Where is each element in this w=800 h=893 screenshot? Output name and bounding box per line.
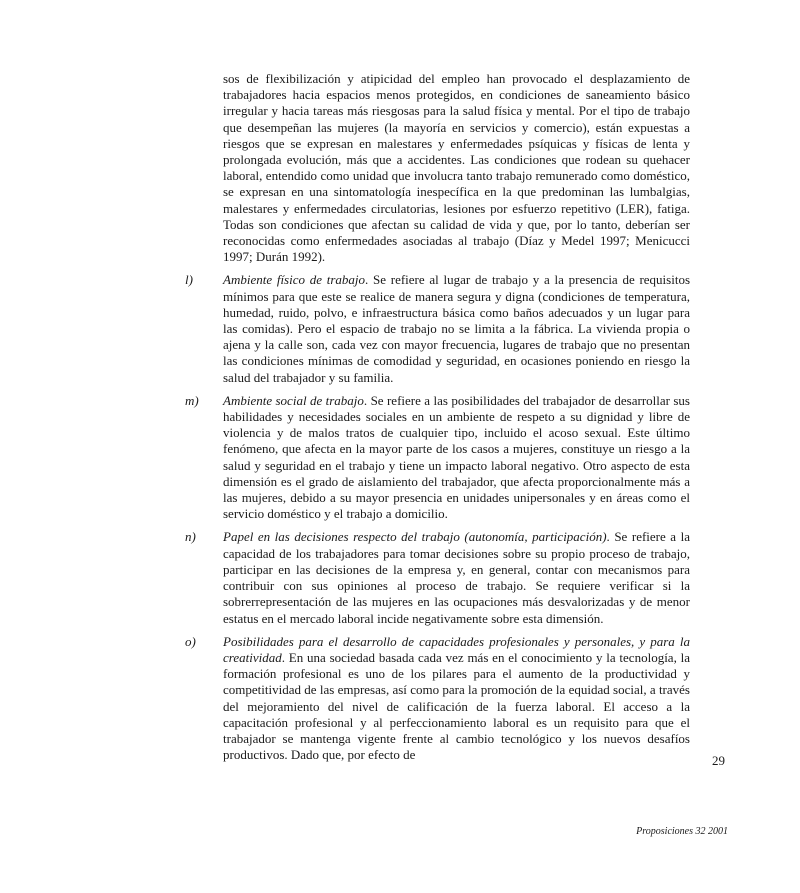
list-item-l	[185, 272, 690, 385]
item-title: Posibilidades para el desarrollo de capacidades profesionales y personales, y para la creatividad	[223, 633, 690, 665]
page-number: 29	[712, 753, 725, 768]
item-marker: m)	[185, 392, 199, 408]
text-column	[185, 71, 690, 763]
list-item-o	[185, 633, 690, 764]
item-text: . Se refiere al lugar de trabajo y a la presencia de requisitos mínimos para que este se realice de manera segura y digna (condiciones de temperatura, humedad, ruido, polvo, e infraestructura básica como baños adecuados y un lugar para las comidas). Pero el espacio de trabajo no se limita a la fábrica. La vivienda propia o ajena y la calle son, cada vez con mayor frecuencia, lugares de trabajo que no presentan las condiciones mínimas de comodidad y seguridad, en ocasiones poniendo en riesgo la salud del trabajador y su familia.	[223, 272, 690, 385]
item-marker: n)	[185, 529, 196, 545]
item-text: . Se refiere a la capacidad de los trabajadores para tomar decisiones sobre su propio proceso de trabajo, participar en las decisiones de la empresa y, en general, contar con mecanismos para contribuir con sus opiniones al proceso de trabajo. Se requiere verificar si la sobrerrepresentación de las mujeres en las ocupaciones más desvalorizadas y de menor estatus en el mercado laboral incide negativamente sobre esta dimensión.	[223, 529, 690, 626]
intro-paragraph: sos de flexibilización y atipicidad del empleo han provocado el desplazamiento de trabajadores hacia espacios menos protegidos, en condiciones de saneamiento básico irregular y hacia tareas más riesgosas para la salud física y mental. Por el tipo de trabajo que desempeñan las mujeres (la mayoría en servicios y comercio), están expuestas a riesgos que se expresan en malestares y enfermedades psíquicas y físicas de lenta y prolongada evolución, más que a accidentes. Las condiciones que rodean su quehacer laboral, entendido como unidad que involucra tanto trabajo remunerado como doméstico, se expresan en una sintomatología inespecífica en la que predominan las lumbalgias, malestares y enfermedades circulatorias, lesiones por esfuerzo repetitivo (LER), fatiga. Todas son condiciones que afectan su calidad de vida y que, por lo tanto, deberían ser reconocidas como enfermedades asociadas al trabajo (Díaz y Medel 1997; Menicucci 1997; Durán 1992).	[223, 71, 690, 265]
item-title: Papel en las decisiones respecto del trabajo (autonomía, participación)	[223, 529, 607, 545]
item-marker: o)	[185, 633, 196, 649]
running-footer: Proposiciones 32 2001	[636, 826, 728, 837]
item-title: Ambiente social de trabajo	[223, 392, 364, 408]
item-marker: l)	[185, 272, 193, 288]
list-item-n	[185, 529, 690, 626]
item-title: Ambiente físico de trabajo	[223, 272, 366, 288]
item-text: . Se refiere a las posibilidades del trabajador de desarrollar sus habilidades y necesidades sociales en un ambiente de respeto a su dignidad y libre de violencia y de malos tratos de cualquier tipo, incluido el acoso sexual. Este último fenómeno, que afecta en la mayor parte de los casos a mujeres, constituye un riesgo a la salud y seguridad en el trabajo y tiene un impacto laboral negativo. Otro aspecto de esta dimensión es el grado de aislamiento del trabajador, que afecta proporcionalmente más a las mujeres, debido a su mayor presencia en unidades unipersonales y en áreas como el servicio doméstico y el trabajo a domicilio.	[223, 392, 690, 522]
item-text: . En una sociedad basada cada vez más en el conocimiento y la tecnología, la formación profesional es uno de los pilares para el aumento de la productividad y competitividad de las empresas, así como para la promoción de la equidad social, a través del mejoramiento del nivel de calificación de la fuerza laboral. El acceso a la capacitación profesional y al perfeccionamiento laboral es un requisito para que el trabajador se mantenga vigente frente al cambio tecnológico y los nuevos desafíos productivos. Dado que, por efecto de	[223, 649, 690, 763]
list-item-m	[185, 392, 690, 523]
